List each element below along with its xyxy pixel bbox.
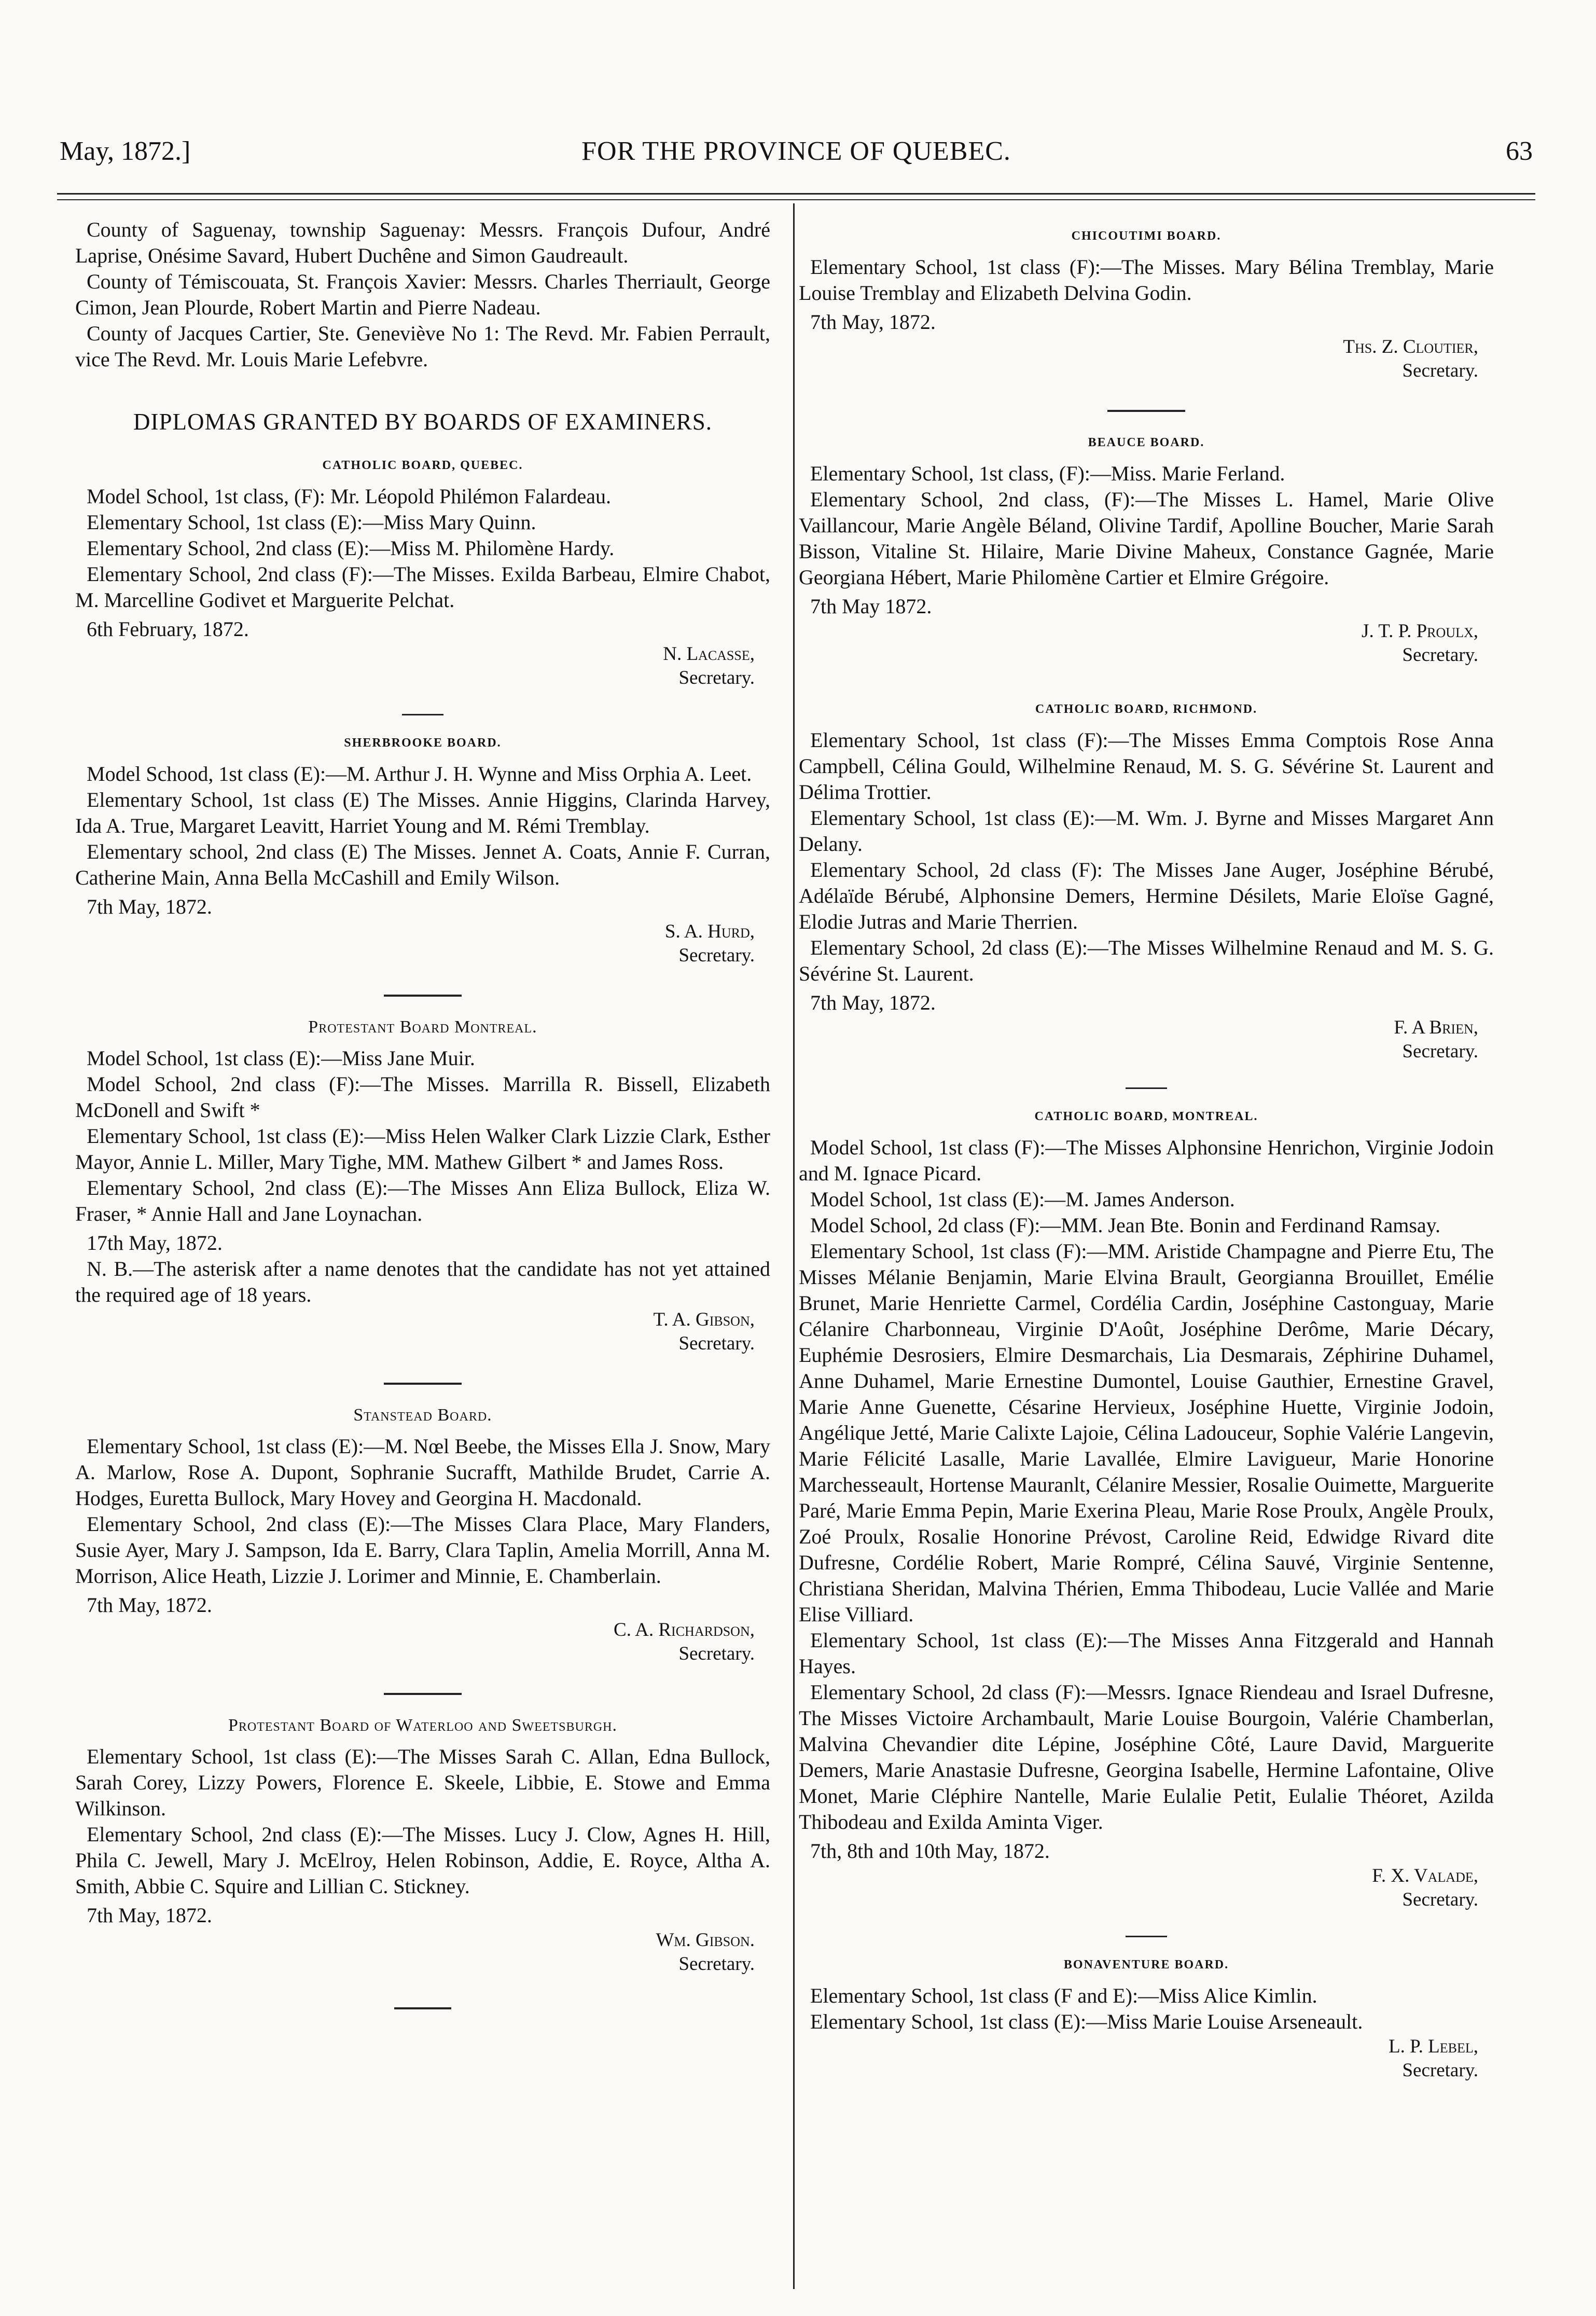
diploma-entry: Model School, 2d class (F):—MM. Jean Bte. Bonin and Ferdinand Ramsay. — [810, 1214, 1441, 1237]
diploma-entry: Elementary School, 2nd class (E):—The Misses Ann Eliza Bullock, Eliza W. Fraser, * Annie Hall and Jane Loynachan. — [75, 1176, 770, 1225]
signature-name: Wm. Gibson. — [656, 1929, 755, 1951]
diploma-entry: Model School, 1st class (F):—The Misses Alphonsine Henrichon, Virginie Jodoin and M. Ignace Picard. — [799, 1136, 1494, 1185]
signature-name: Ths. Z. Cloutier, — [1343, 336, 1478, 357]
board-title-stanstead: Stanstead Board. — [353, 1405, 492, 1425]
board-date: 7th May, 1872. — [87, 1593, 212, 1617]
signature — [75, 642, 770, 690]
board-date: 7th May, 1872. — [810, 310, 936, 334]
signature-title: Secretary. — [678, 945, 755, 966]
signature-name: L. P. Lebel, — [1389, 2036, 1478, 2057]
diploma-entry: Elementary School, 1st class (F and E):—Miss Alice Kimlin. — [810, 1984, 1317, 2007]
diploma-entry: Elementary School, 1st class (E):—Miss Helen Walker Clark Lizzie Clark, Esther Mayor, Annie L. Miller, Mary Tighe, MM. Mathew Gilbert * and James Ross. — [75, 1124, 770, 1174]
board-date: 7th May, 1872. — [87, 1904, 212, 1927]
board-title-chicoutimi: CHICOUTIMI BOARD. — [1071, 229, 1222, 243]
signature-title: Secretary. — [1402, 1889, 1478, 1910]
diploma-entry: Model School, 2nd class (F):—The Misses. Marrilla R. Bissell, Elizabeth McDonell and Swift * — [75, 1072, 770, 1122]
signature-name: S. A. Hurd, — [664, 921, 755, 942]
diploma-entry: Elementary School, 1st class (F):—MM. Aristide Champagne and Pierre Etu, The Misses Mélanie Benjamin, Marie Elvina Brault, Georgianna Brouillet, Emélie Brunet, Marie Henriette Carmel, Cordélia Cardin, Joséphine Castonguay, Marie Célanire Charbonneau, Virginie D'Août, Joséphine Derôme, Marie Décary, Euphémie Desrosiers, Elmire Desmarchais, Lia Desmarais, Zéphirine Duhamel, Anne Duhamel, Marie Ernestine Dumontel, Louise Gauthier, Ernestine Gravel, Marie Anne Guenette, Césarine Hervieux, Joséphine Huette, Virginie Jodoin, Angélique Jetté, Marie Calixte Lajoie, Célina Ladouceur, Sophie Valérie Langevin, Marie Félicité Lasalle, Marie Lavallée, Elmire Lavigueur, Marie Honorine Marchesseault, Hortense Mauranlt, Célanire Messier, Rosalie Ouimette, Marguerite Paré, Marie Emma Pepin, Marie Exerina Pleau, Marie Rose Proulx, Angèle Proulx, Zoé Proulx, Rosalie Honorine Prévost, Caroline Reid, Edwidge Rivard dite Dufresne, Cordélie Robert, Marie Rompré, Célina Sauvé, Virginie Sentenne, Christiana Sheridan, Malvina Thérien, Emma Thibodeau, Lucie Vallée and Marie Elise Villiard. — [799, 1239, 1494, 1626]
signature-title: Secretary. — [678, 1333, 755, 1354]
diploma-entry: Elementary School, 2nd class (E):—The Misses Clara Place, Mary Flanders, Susie Ayer, Mary J. Sampson, Ida E. Barry, Clara Taplin, Amelia Morrill, Anna M. Morrison, Alice Heath, Lizzie J. Lorimer and Minnie, E. Chamberlain. — [75, 1512, 770, 1588]
diploma-entry: Elementary School, 2d class (F): The Misses Jane Auger, Joséphine Bérubé, Adélaïde Bérubé, Alphonsine Demers, Hermine Désilets, Marie Eloïse Gagné, Elodie Jutras and Marie Therrien. — [799, 858, 1494, 933]
signature-title: Secretary. — [678, 667, 755, 688]
column-divider — [793, 203, 795, 2289]
signature-title: Secretary. — [1402, 1041, 1478, 1062]
diploma-entry: Elementary School, 1st class, (F):—Miss. Marie Ferland. — [810, 462, 1285, 485]
divider — [384, 1383, 462, 1385]
board-title-sherbrooke: SHERBROOKE BOARD. — [344, 736, 502, 750]
diploma-entry: Elementary School, 2nd class (E):—Miss M. Philomène Hardy. — [87, 536, 615, 560]
signature — [799, 1864, 1494, 1912]
signature — [799, 619, 1494, 667]
divider — [384, 1693, 462, 1695]
diploma-entry: Elementary School, 1st class (E) The Misses. Annie Higgins, Clarinda Harvey, Ida A. True, Margaret Leavitt, Harriet Young and M. Rémi Tremblay. — [75, 788, 770, 837]
section-heading: DIPLOMAS GRANTED BY BOARDS OF EXAMINERS. — [133, 409, 712, 435]
header-rule — [57, 193, 1535, 200]
diploma-entry: Elementary School, 2d class (F):—Messrs. Ignace Riendeau and Israel Dufresne, The Misses Victoire Archambault, Marie Louise Bourgoin, Valérie Chamberlan, Malvina Chevandier dite Lépine, Joséphine Côté, Laure David, Marguerite Demers, Marie Anastasie Dufresne, Georgina Isabelle, Hermine Lafontaine, Olive Monet, Marie Cléphire Nantelle, Marie Eulalie Petit, Eulalie Théoret, Azilda Thibodeau and Exilda Aminta Viger. — [799, 1680, 1494, 1834]
board-title-waterloo: Protestant Board of Waterloo and Sweetsburgh. — [228, 1716, 618, 1735]
signature — [75, 1308, 770, 1356]
signature-name: J. T. P. Proulx, — [1362, 621, 1478, 642]
diploma-entry: Elementary School, 2nd class (F):—The Misses. Exilda Barbeau, Elmire Chabot, M. Marcelline Godivet et Marguerite Pelchat. — [75, 562, 770, 612]
diploma-entry: Elementary School, 2nd class (E):—The Misses. Lucy J. Clow, Agnes H. Hill, Phila C. Jewell, Mary J. McElroy, Helen Robinson, Addie, E. Royce, Altha A. Smith, Abbie C. Squire and Lillian C. Stickney. — [75, 1823, 770, 1898]
diploma-entry: Model Schood, 1st class (E):—M. Arthur J. H. Wynne and Miss Orphia A. Leet. — [87, 762, 752, 785]
board-title-catholic-montreal: CATHOLIC BOARD, MONTREAL. — [1034, 1110, 1258, 1123]
board-date: 7th May, 1872. — [810, 991, 936, 1014]
divider — [402, 714, 443, 715]
signature-name: F. A Brien, — [1394, 1017, 1478, 1038]
signature — [75, 1618, 770, 1666]
page-header — [60, 136, 1533, 177]
signature — [799, 335, 1494, 383]
left-column — [75, 217, 770, 2009]
signature — [799, 1016, 1494, 1064]
diploma-entry: Elementary School, 1st class (E):—Miss Mary Quinn. — [87, 511, 536, 534]
board-title-bonaventure: BONAVENTURE BOARD. — [1063, 1958, 1229, 1972]
divider — [1107, 410, 1185, 412]
diploma-entry: Elementary School, 1st class (E):—M. Nœl Beebe, the Misses Ella J. Snow, Mary A. Marlow, Rose A. Dupont, Sophranie Sucrafft, Mathilde Brudet, Carrie A. Hodges, Euretta Bullock, Mary Hovey and Georgina H. Macdonald. — [75, 1435, 770, 1510]
diploma-entry: Model School, 1st class, (F): Mr. Léopold Philémon Falardeau. — [87, 485, 611, 508]
signature — [799, 2035, 1494, 2083]
diploma-entry: Elementary School, 1st class (E):—Miss Marie Louise Arseneault. — [810, 2010, 1363, 2033]
divider — [1126, 1936, 1167, 1937]
diploma-entry: Model School, 1st class (E):—M. James Anderson. — [810, 1188, 1235, 1211]
signature-name: C. A. Richardson, — [614, 1619, 755, 1640]
intro-paragraph: County of Jacques Cartier, Ste. Geneviève No 1: The Revd. Mr. Fabien Perrault, vice The Revd. Mr. Louis Marie Lefebvre. — [75, 322, 770, 371]
board-date: 7th May, 1872. — [87, 895, 212, 918]
diploma-entry: Elementary School, 1st class (E):—The Misses Sarah C. Allan, Edna Bullock, Sarah Corey, Lizzy Powers, Florence E. Skeele, Libbie, E. Stowe and Emma Wilkinson. — [75, 1745, 770, 1820]
divider — [384, 995, 462, 997]
divider — [1126, 1087, 1167, 1089]
signature-title: Secretary. — [1402, 360, 1478, 381]
footnote: N. B.—The asterisk after a name denotes that the candidate has not yet attained the required age of 18 years. — [75, 1257, 770, 1306]
signature-title: Secretary. — [1402, 644, 1478, 666]
signature-name: N. Lacasse, — [663, 643, 755, 665]
signature-title: Secretary. — [678, 1953, 755, 1975]
board-date: 7th, 8th and 10th May, 1872. — [810, 1839, 1050, 1863]
intro-paragraph: County of Saguenay, township Saguenay: Messrs. François Dufour, André Laprise, Onésime Savard, Hubert Duchêne and Simon Gaudreault. — [75, 218, 770, 267]
diploma-entry: Elementary School, 1st class (E):—The Misses Anna Fitzgerald and Hannah Hayes. — [799, 1629, 1494, 1678]
board-title-richmond: CATHOLIC BOARD, RICHMOND. — [1035, 702, 1258, 716]
diploma-entry: Elementary School, 2d class (E):—The Misses Wilhelmine Renaud and M. S. G. Sévérine St. Laurent. — [799, 936, 1494, 985]
board-date: 7th May 1872. — [810, 595, 932, 618]
diploma-entry: Elementary School, 1st class (F):—The Misses Emma Comptois Rose Anna Campbell, Célina Gould, Wilhelmine Renaud, M. S. G. Sévérine St. Laurent and Délima Trottier. — [799, 728, 1494, 804]
diploma-entry: Elementary School, 1st class (F):—The Misses. Mary Bélina Tremblay, Marie Louise Tremblay and Elizabeth Delvina Godin. — [799, 255, 1494, 305]
diploma-entry: Elementary school, 2nd class (E) The Misses. Jennet A. Coats, Annie F. Curran, Catherine Main, Anna Bella McCashill and Emily Wilson. — [75, 840, 770, 889]
diploma-entry: Elementary School, 2nd class, (F):—The Misses L. Hamel, Marie Olive Vaillancour, Marie Angèle Béland, Olivine Tardif, Apolline Boucher, Marie Sarah Bisson, Vitaline St. Hilaire, Marie Divine Maheux, Constance Gagnée, Marie Georgiana Hébert, Marie Philomène Cartier et Elmire Grégoire. — [799, 488, 1494, 589]
right-column — [799, 217, 1494, 2083]
header-date: May, 1872.] — [60, 136, 191, 166]
signature-name: T. A. Gibson, — [653, 1309, 755, 1330]
diploma-entry: Model School, 1st class (E):—Miss Jane Muir. — [87, 1046, 475, 1070]
signature-title: Secretary. — [678, 1643, 755, 1664]
signature-name: F. X. Valade, — [1372, 1865, 1478, 1886]
intro-paragraph: County of Témiscouata, St. François Xavier: Messrs. Charles Therriault, George Cimon, Jean Plourde, Robert Martin and Pierre Nadeau. — [75, 270, 770, 319]
board-title-quebec: CATHOLIC BOARD, QUEBEC. — [322, 459, 523, 472]
board-title-protestant-montreal: Protestant Board Montreal. — [308, 1017, 537, 1037]
board-date: 17th May, 1872. — [87, 1231, 223, 1254]
board-title-beauce: BEAUCE BOARD. — [1088, 436, 1205, 449]
page-number: 63 — [1506, 136, 1533, 166]
divider — [394, 2007, 451, 2009]
header-title: FOR THE PROVINCE OF QUEBEC. — [581, 136, 1011, 166]
diploma-entry: Elementary School, 1st class (E):—M. Wm. J. Byrne and Misses Margaret Ann Delany. — [799, 806, 1494, 856]
signature-title: Secretary. — [1402, 2060, 1478, 2081]
signature — [75, 920, 770, 968]
board-date: 6th February, 1872. — [87, 617, 249, 641]
signature — [75, 1928, 770, 1976]
